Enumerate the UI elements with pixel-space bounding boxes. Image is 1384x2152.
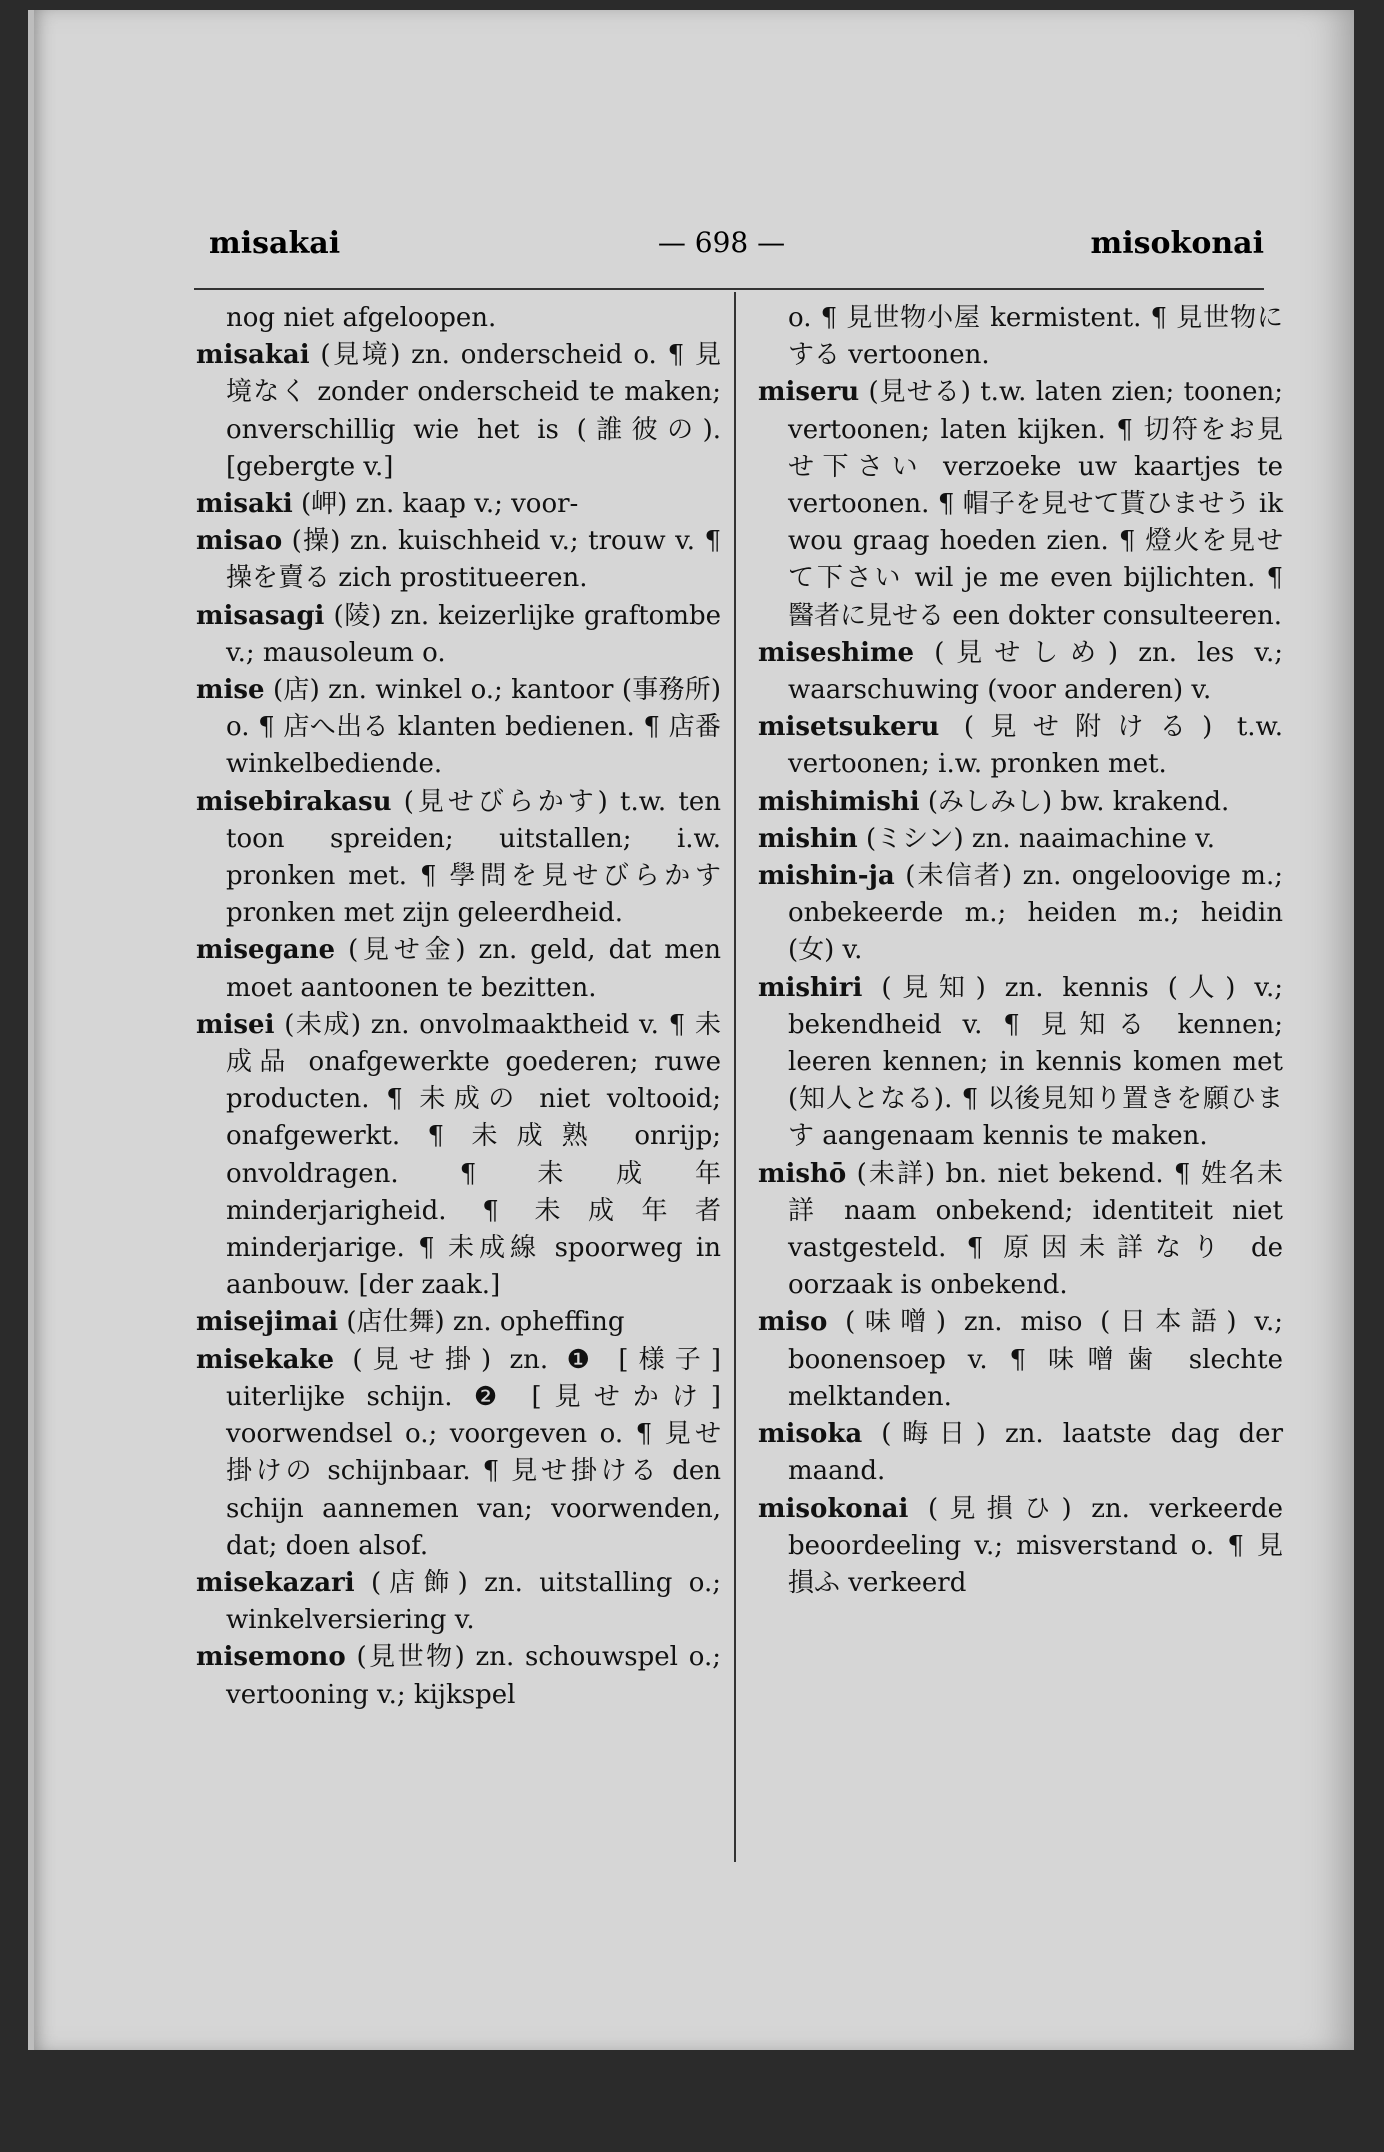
dictionary-entry bbox=[196, 784, 721, 933]
entry-definition: (味噌) zn. miso (日本語) v.; boonensoep v. ¶ 味噌歯 slechte melktanden. bbox=[788, 1307, 1283, 1412]
entry-definition: (見境) zn. onderscheid o. ¶ 見境なく zonder onderscheid te maken; onverschillig wie het is (誰彼の). [gebergte v.] bbox=[226, 340, 721, 482]
entry-headword: miseru bbox=[758, 377, 860, 408]
dictionary-entry bbox=[196, 486, 721, 523]
entry-headword: misokonai bbox=[758, 1493, 909, 1524]
column-divider bbox=[734, 292, 736, 1862]
dictionary-entry bbox=[758, 635, 1283, 709]
entry-headword: miseshime bbox=[758, 637, 915, 668]
entry-definition: (操) zn. kuischheid v.; trouw v. ¶ 操を賣る zich prostitueeren. bbox=[226, 526, 721, 594]
page-number: — 698 — bbox=[657, 226, 786, 259]
entry-definition: (未詳) bn. niet bekend. ¶ 姓名未詳 naam onbekend; identiteit niet vastgesteld. ¶ 原因未詳なり de oorzaak is onbekend. bbox=[788, 1158, 1283, 1301]
entry-definition: (店仕舞) zn. opheffing bbox=[338, 1307, 625, 1338]
entry-definition: (みしみし) bw. krakend. bbox=[919, 786, 1230, 817]
header-rule bbox=[194, 288, 1264, 290]
entry-headword: mishō bbox=[758, 1158, 847, 1189]
entry-headword: misemono bbox=[196, 1642, 346, 1673]
entry-headword: misegane bbox=[196, 935, 336, 966]
dictionary-entry bbox=[758, 300, 1283, 374]
entry-definition: (未信者) zn. ongeloovige m.; onbekeerde m.; heiden m.; heidin (女) v. bbox=[788, 861, 1283, 966]
entry-definition: (見せ掛) zn. ❶ [様子] uiterlijke schijn. ❷ [見せかけ] voorwendsel o.; voorgeven o. ¶ 見せ掛けの schijnbaar. ¶ 見せ掛ける den schijn aannemen van; voorwenden, dat; doen alsof. bbox=[226, 1344, 721, 1561]
dictionary-entry bbox=[758, 1304, 1283, 1416]
entry-definition: (未成) zn. onvolmaaktheid v. ¶ 未成品 onafgewerkte goederen; ruwe producten. ¶ 未成の niet voltooid; onafgewerkt. ¶ 未成熟 onrijp; onvoldragen. ¶ 未成年 minderjarigheid. ¶ 未成年者 minderjarige. ¶ 未成線 spoorweg in aanbouw. [der zaak.] bbox=[226, 1009, 721, 1301]
right-column bbox=[758, 300, 1283, 1602]
entry-headword: misetsukeru bbox=[758, 712, 940, 743]
dictionary-entry bbox=[196, 337, 721, 486]
page-header bbox=[179, 222, 1264, 266]
dictionary-entry bbox=[196, 1007, 721, 1305]
dictionary-entry bbox=[196, 672, 721, 784]
dictionary-page bbox=[28, 10, 1354, 2050]
entry-definition: (見損ひ) zn. verkeerde beoordeeling v.; misverstand o. ¶ 見損ふ verkeerd bbox=[788, 1493, 1283, 1598]
right-running-headword: misokonai bbox=[1090, 226, 1264, 261]
entry-headword: mishimishi bbox=[758, 786, 920, 817]
entry-definition: (店) zn. winkel o.; kantoor (事務所) o. ¶ 店へ出る klanten bedienen. ¶ 店番 winkelbediende. bbox=[226, 675, 721, 780]
entry-definition: (見せ金) zn. geld, dat men moet aantoonen te bezitten. bbox=[226, 935, 721, 1003]
entry-headword: misejimai bbox=[196, 1307, 339, 1338]
dictionary-entry bbox=[758, 858, 1283, 970]
entry-definition: o. ¶ 見世物小屋 kermistent. ¶ 見世物にする vertoonen. bbox=[788, 303, 1283, 371]
dictionary-entry bbox=[758, 821, 1283, 858]
entry-definition: (見せびらかす) t.w. ten toon spreiden; uitstallen; i.w. pronken met. ¶ 學問を見せびらかす pronken met zijn geleerdheid. bbox=[226, 786, 721, 929]
dictionary-entry bbox=[196, 523, 721, 597]
left-running-headword: misakai bbox=[209, 226, 341, 261]
entry-headword: misei bbox=[196, 1009, 275, 1040]
entry-definition: (見せる) t.w. laten zien; toonen; vertoonen; laten kijken. ¶ 切符をお見せ下さい verzoeke uw kaartjes te vertoonen. ¶ 帽子を見せて貰ひませう ik wou graag hoeden zien. ¶ 燈火を見せて下さい wil je me even bijlichten. ¶ 醫者に見せる een dokter consulteeren. bbox=[788, 377, 1283, 631]
entry-headword: misoka bbox=[758, 1419, 863, 1450]
entry-headword: misebirakasu bbox=[196, 786, 392, 817]
dictionary-entry bbox=[196, 598, 721, 672]
dictionary-entry bbox=[758, 970, 1283, 1156]
dictionary-entry bbox=[758, 1416, 1283, 1490]
dictionary-entry bbox=[196, 932, 721, 1006]
dictionary-entry bbox=[196, 1639, 721, 1713]
entry-headword: mishin bbox=[758, 823, 858, 854]
entry-definition: (店飾) zn. uitstalling o.; winkelversiering v. bbox=[226, 1567, 721, 1636]
dictionary-entry bbox=[196, 1342, 721, 1565]
entry-definition: (見せしめ) zn. les v.; waarschuwing (voor anderen) v. bbox=[788, 637, 1283, 706]
entry-headword: misasagi bbox=[196, 600, 325, 631]
entry-definition: (見せ附ける) t.w. vertoonen; i.w. pronken met. bbox=[788, 712, 1283, 780]
dictionary-entry bbox=[196, 1565, 721, 1639]
entry-definition: (見知) zn. kennis (人) v.; bekendheid v. ¶ 見知る kennen; leeren kennen; in kennis komen met (知人となる). ¶ 以後見知り置きを願ひます aangenaam kennis te maken. bbox=[788, 972, 1283, 1152]
entry-headword: misaki bbox=[196, 489, 293, 520]
entry-definition: (見世物) zn. schouwspel o.; vertooning v.; kijkspel bbox=[226, 1642, 721, 1710]
dictionary-entry bbox=[758, 784, 1283, 821]
entry-headword: miso bbox=[758, 1307, 828, 1338]
dictionary-entry bbox=[758, 1156, 1283, 1305]
entry-headword: misao bbox=[196, 526, 283, 557]
entry-headword: misekake bbox=[196, 1344, 334, 1375]
dictionary-entry bbox=[196, 300, 721, 337]
entry-headword: mishiri bbox=[758, 972, 863, 1003]
entry-definition: (ミシン) zn. naaimachine v. bbox=[857, 823, 1215, 854]
entry-headword: mise bbox=[196, 675, 265, 706]
entry-definition: nog niet afgeloopen. bbox=[226, 303, 497, 333]
entry-definition: (岬) zn. kaap v.; voor- bbox=[292, 489, 579, 520]
entry-headword: misekazari bbox=[196, 1567, 355, 1598]
entry-headword: mishin-ja bbox=[758, 861, 895, 892]
entry-definition: (晦日) zn. laatste dag der maand. bbox=[788, 1419, 1283, 1487]
dictionary-entry bbox=[196, 1304, 721, 1341]
left-column bbox=[196, 300, 721, 1714]
entry-headword: misakai bbox=[196, 340, 310, 371]
dictionary-entry bbox=[758, 374, 1283, 634]
entry-definition: (陵) zn. keizerlijke graftombe v.; mausoleum o. bbox=[226, 600, 721, 668]
dictionary-entry bbox=[758, 1491, 1283, 1603]
dictionary-entry bbox=[758, 709, 1283, 783]
